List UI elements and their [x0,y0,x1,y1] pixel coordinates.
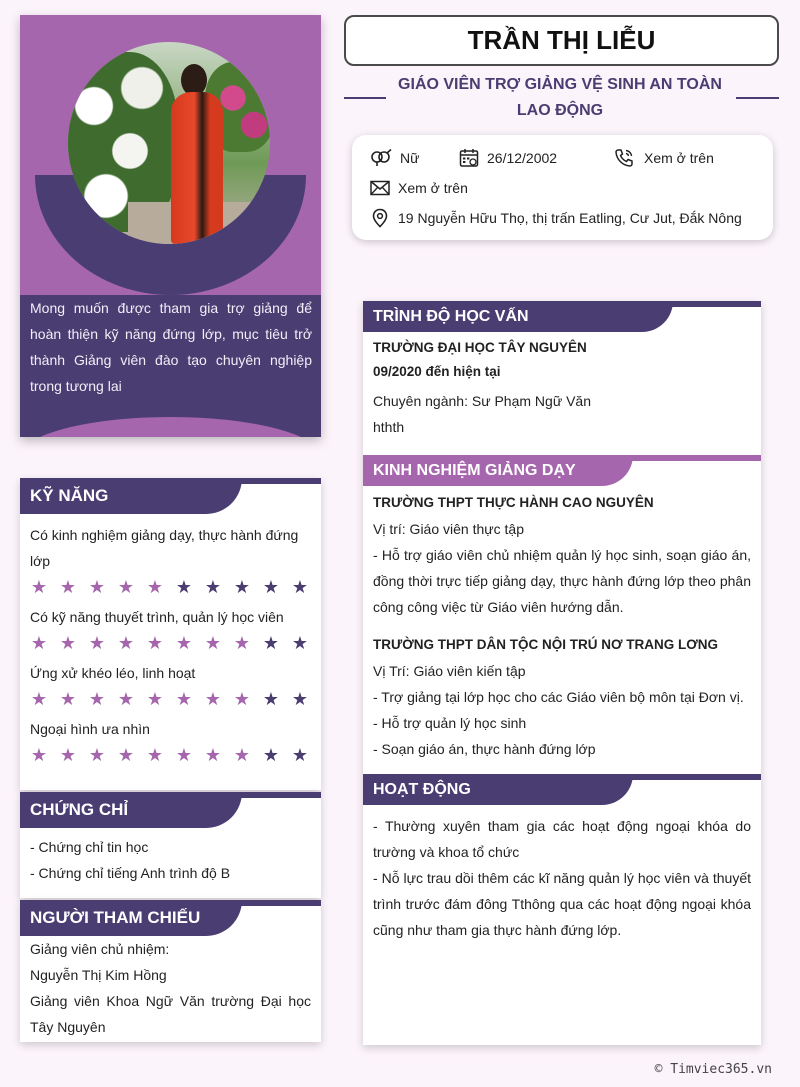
star-icon: ★ [262,689,280,709]
skill-rating [30,742,311,772]
star-icon: ★ [291,577,309,597]
email-icon [370,180,390,196]
star-icon: ★ [117,745,135,765]
skill-rating [30,630,311,660]
skill-name: Ứng xử khéo léo, linh hoạt [30,665,196,681]
job-school: TRƯỜNG THPT DÂN TỘC NỘI TRÚ NƠ TRANG LƠNG [373,637,718,652]
certificate-item: - Chứng chỉ tin học [30,839,149,855]
major: Chuyên ngành: Sư Phạm Ngữ Văn [373,393,591,409]
education-section [363,332,761,440]
references-section [20,900,321,1042]
star-icon: ★ [88,745,106,765]
references-list [20,936,321,1048]
contact-address: 19 Nguyễn Hữu Thọ, thị trấn Eatling, Cư Jut, Đắk Nông [370,207,742,229]
star-icon: ★ [233,633,251,653]
activities-section [363,805,761,943]
star-icon: ★ [291,633,309,653]
job-detail: - Soạn giáo án, thực hành đứng lớp [373,741,596,757]
section-header [363,455,761,486]
star-icon: ★ [291,745,309,765]
study-period: 09/2020 đến hiện tại [373,364,501,379]
job-detail: - Hỗ trợ giáo viên chủ nhiệm quản lý học sinh, soạn giáo án, đồng thời trực tiếp giảng dạy, thực hành đứng lớp theo phân công công việc từ Giáo viên hướng dẫn. [373,547,751,615]
star-icon: ★ [233,745,251,765]
skill-rating [30,686,311,716]
certificates-list [20,828,321,894]
section-header [363,774,761,805]
star-icon: ★ [262,577,280,597]
job-position: Vị Trí: Giáo viên kiến tập [373,663,526,679]
section-title: HOẠT ĐỘNG [373,781,471,798]
contact-email: Xem ở trên [370,177,468,199]
section-title: KINH NGHIỆM GIẢNG DẠY [373,462,576,479]
reference-line: Giảng viên Khoa Ngữ Văn trường Đại học Tây Nguyên [30,993,311,1035]
job-position: Vị trí: Giáo viên thực tập [373,521,524,537]
section-title: TRÌNH ĐỘ HỌC VẤN [373,308,529,325]
section-title: NGƯỜI THAM CHIẾU [30,908,201,927]
star-icon: ★ [262,745,280,765]
certificate-item: - Chứng chỉ tiếng Anh trình độ B [30,865,231,881]
star-icon: ★ [146,745,164,765]
career-objective: Mong muốn được tham gia trợ giảng để hoàn thiện kỹ năng đứng lớp, mục tiêu trở thành Giảng viên đào tạo chuyên nghiệp trong tương lai [30,300,312,394]
contact-phone: Xem ở trên [614,147,714,169]
skill-name: Có kỹ năng thuyết trình, quản lý học viên [30,609,284,625]
star-icon: ★ [175,577,193,597]
job-detail: - Trợ giảng tại lớp học cho các Giáo viên bộ môn tại Đơn vị. [373,689,744,705]
location-pin-icon [370,208,390,228]
star-icon: ★ [262,633,280,653]
star-icon: ★ [30,745,48,765]
reference-line: Nguyễn Thị Kim Hồng [30,967,167,983]
skill-name: Ngoại hình ưa nhìn [30,721,150,737]
section-header [363,301,761,332]
reference-line: Giảng viên chủ nhiệm: [30,941,170,957]
name-box [344,15,779,66]
profile-card [20,15,321,437]
contact-birthdate: 26/12/2002 [459,147,557,169]
star-icon: ★ [117,577,135,597]
experience-section [363,486,761,762]
star-icon: ★ [30,633,48,653]
job-school: TRƯỜNG THPT THỰC HÀNH CAO NGUYÊN [373,495,654,510]
contact-box [352,135,773,240]
section-header [20,900,321,936]
education-note: hthth [373,419,405,435]
skills-list [20,514,321,782]
section-header [20,478,321,514]
star-icon: ★ [117,689,135,709]
job-title: GIÁO VIÊN TRỢ GIẢNG VỆ SINH AN TOÀN LAO ĐỘNG [398,76,722,119]
skills-section [20,478,321,790]
star-icon: ★ [233,577,251,597]
star-icon: ★ [146,633,164,653]
candidate-name: TRẦN THỊ LIỄU [467,25,656,55]
star-icon: ★ [88,633,106,653]
star-icon: ★ [233,689,251,709]
star-icon: ★ [175,633,193,653]
divider [736,97,779,99]
star-icon: ★ [88,577,106,597]
star-icon: ★ [30,689,48,709]
star-icon: ★ [204,633,222,653]
star-icon: ★ [88,689,106,709]
school-name: TRƯỜNG ĐẠI HỌC TÂY NGUYÊN [373,340,587,355]
star-icon: ★ [204,745,222,765]
section-title: KỸ NĂNG [30,486,109,505]
phone-icon [614,148,636,168]
footer-credit: © Timviec365.vn [654,1062,772,1077]
divider [344,97,386,99]
star-icon: ★ [175,745,193,765]
star-icon: ★ [146,689,164,709]
avatar [68,42,270,244]
gender-icon [370,149,392,167]
job-detail: - Hỗ trợ quản lý học sinh [373,715,527,731]
star-icon: ★ [59,577,77,597]
section-header [20,792,321,828]
skill-name: Có kinh nghiệm giảng dạy, thực hành đứng lớp [30,527,299,569]
section-title: CHỨNG CHỈ [30,800,129,819]
star-icon: ★ [146,577,164,597]
certificates-section [20,792,321,898]
star-icon: ★ [175,689,193,709]
contact-gender: Nữ [370,147,419,169]
activity-line: - Thường xuyên tham gia các hoạt động ngoại khóa do trường và khoa tổ chức [373,818,751,860]
activity-line: - Nỗ lực trau dồi thêm các kĩ năng quản lý học viên và thuyết trình trước đám đông Tthông qua các hoạt động ngoại khóa cũng như tham gia thực hành đứng lớp. [373,870,751,938]
main-panel [363,301,761,1045]
star-icon: ★ [204,689,222,709]
star-icon: ★ [59,689,77,709]
star-icon: ★ [30,577,48,597]
profile-bottom-wave [20,417,321,437]
star-icon: ★ [59,745,77,765]
star-icon: ★ [117,633,135,653]
calendar-icon [459,148,479,168]
star-icon: ★ [291,689,309,709]
skill-rating [30,574,311,604]
star-icon: ★ [59,633,77,653]
star-icon: ★ [204,577,222,597]
